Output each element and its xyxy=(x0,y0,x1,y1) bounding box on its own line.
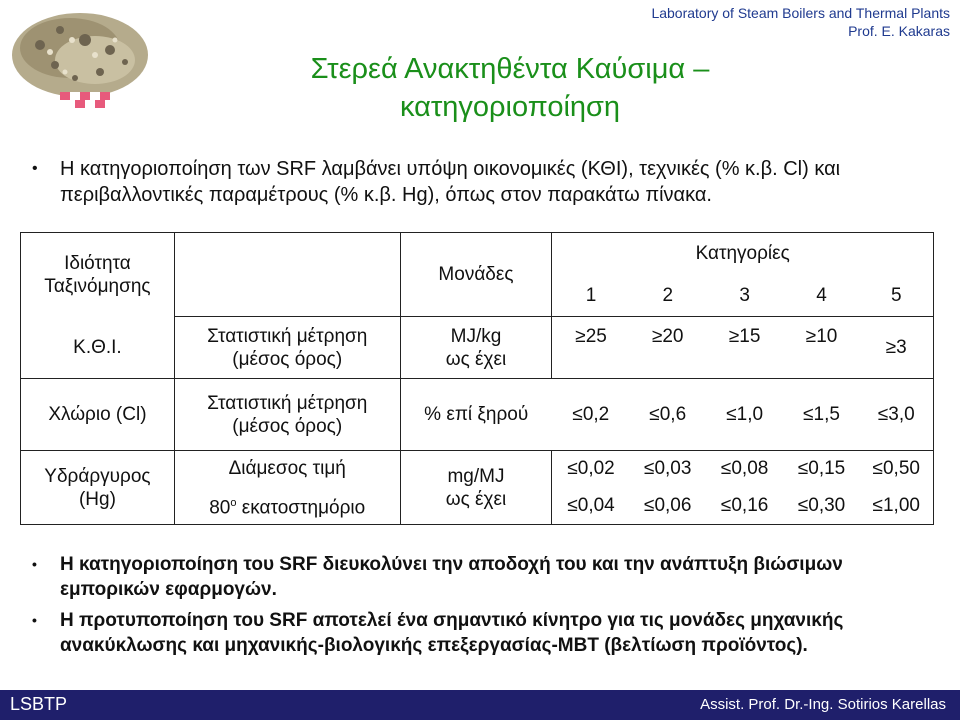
hg-value-percentile: ≤0,16 xyxy=(706,487,784,525)
bullet-dot: • xyxy=(32,612,37,628)
hg-value-median: ≤0,08 xyxy=(706,451,784,487)
intro-text: Η κατηγοριοποίηση των SRF λαμβάνει υπόψη οικονομικές (ΚΘΙ), τεχνικές (% κ.β. Cl) και περιβαλλοντικές παραμέτρους (% κ.β. Hg), όπως στον παρακάτω πίνακα. xyxy=(60,158,841,206)
head-property xyxy=(21,233,175,317)
head-property-line1: Ιδιότητα xyxy=(64,252,131,274)
head-units: Μονάδες xyxy=(400,233,552,317)
intro-bullet xyxy=(32,156,932,208)
hg-percentile-sup: ο xyxy=(230,496,237,509)
cl-unit: % επί ξηρού xyxy=(400,379,552,451)
hg-label-line2: (Hg) xyxy=(78,488,116,510)
kti-value: ≥15 xyxy=(706,317,784,379)
cat-number: 4 xyxy=(784,275,860,317)
footer-author: Assist. Prof. Dr.-Ing. Sotirios Karellas xyxy=(700,696,946,713)
row-label-kti: Κ.Θ.Ι. xyxy=(21,317,175,379)
kti-unit xyxy=(400,317,552,379)
hg-percentile-text: εκατοστημόριο xyxy=(236,496,366,518)
row-label-hg xyxy=(21,451,175,525)
footer-bar xyxy=(0,690,960,720)
bullet-dot: • xyxy=(32,160,38,177)
kti-measure xyxy=(174,317,400,379)
srf-waste-pile-image xyxy=(0,0,160,115)
cl-measure xyxy=(174,379,400,451)
lab-name: Laboratory of Steam Boilers and Thermal Plants xyxy=(651,5,950,21)
hg-unit-line2: ως έχει xyxy=(445,488,507,510)
hg-value-percentile: ≤1,00 xyxy=(860,487,934,525)
cat-number: 2 xyxy=(630,275,706,317)
hg-measure-median: Διάμεσος τιμή xyxy=(174,451,400,487)
hg-value-percentile: ≤0,06 xyxy=(630,487,706,525)
cat-number: 5 xyxy=(860,275,934,317)
kti-measure-line1: Στατιστική μέτρηση xyxy=(207,325,368,347)
row-label-cl: Χλώριο (Cl) xyxy=(21,379,175,451)
hg-percentile-number: 80 xyxy=(209,496,231,518)
kti-measure-line2: (μέσος όρος) xyxy=(232,348,343,370)
hg-value-median: ≤0,15 xyxy=(784,451,860,487)
cl-value: ≤1,0 xyxy=(706,379,784,451)
head-categories: Κατηγορίες xyxy=(552,233,934,275)
cl-measure-line2: (μέσος όρος) xyxy=(232,415,343,437)
hg-measure-percentile xyxy=(174,487,400,525)
cl-value: ≤0,6 xyxy=(630,379,706,451)
slide-title xyxy=(200,50,820,126)
cl-measure-line1: Στατιστική μέτρηση xyxy=(207,392,368,414)
kti-value: ≥20 xyxy=(630,317,706,379)
cl-value: ≤0,2 xyxy=(552,379,630,451)
hg-value-percentile: ≤0,04 xyxy=(552,487,630,525)
cat-number: 1 xyxy=(552,275,630,317)
kti-value: ≥25 xyxy=(552,317,630,379)
hg-value-median: ≤0,02 xyxy=(552,451,630,487)
hg-value-percentile: ≤0,30 xyxy=(784,487,860,525)
cat-number: 3 xyxy=(706,275,784,317)
slide-title-line1: Στερεά Ανακτηθέντα Καύσιμα – xyxy=(310,53,710,85)
hg-value-median: ≤0,03 xyxy=(630,451,706,487)
kti-unit-line1: MJ/kg xyxy=(450,325,502,347)
cl-value: ≤3,0 xyxy=(860,379,934,451)
head-property-line2: Ταξινόμησης xyxy=(44,275,151,297)
lab-professor: Prof. E. Kakaras xyxy=(848,23,950,39)
kti-value: ≥3 xyxy=(860,317,934,379)
conclusion-text: Η προτυποποίηση του SRF αποτελεί ένα σημαντικό κίνητρο για τις μονάδες μηχανικής ανακύκλωσης και μηχανικής-βιολογικής επεξεργασίας-MBT (βελτίωση προϊόντος). xyxy=(60,610,844,656)
bullet-dot: • xyxy=(32,556,37,572)
hg-label-line1: Υδράργυρος xyxy=(44,465,151,487)
conclusion-bullets xyxy=(32,552,932,664)
kti-value: ≥10 xyxy=(784,317,860,379)
lab-header xyxy=(651,4,950,40)
footer-lab-acronym: LSBTP xyxy=(10,694,68,714)
conclusion-text: Η κατηγοριοποίηση του SRF διευκολύνει την αποδοχή του και την ανάπτυξη βιώσιμων εμπορικών εφαρμογών. xyxy=(60,554,843,600)
head-measure-empty xyxy=(174,233,400,317)
hg-unit xyxy=(400,451,552,525)
kti-unit-line2: ως έχει xyxy=(445,348,507,370)
hg-value-median: ≤0,50 xyxy=(860,451,934,487)
slide-title-line2: κατηγοριοποίηση xyxy=(399,91,621,123)
cl-value: ≤1,5 xyxy=(784,379,860,451)
classification-table xyxy=(20,232,934,525)
hg-unit-line1: mg/MJ xyxy=(447,465,505,487)
